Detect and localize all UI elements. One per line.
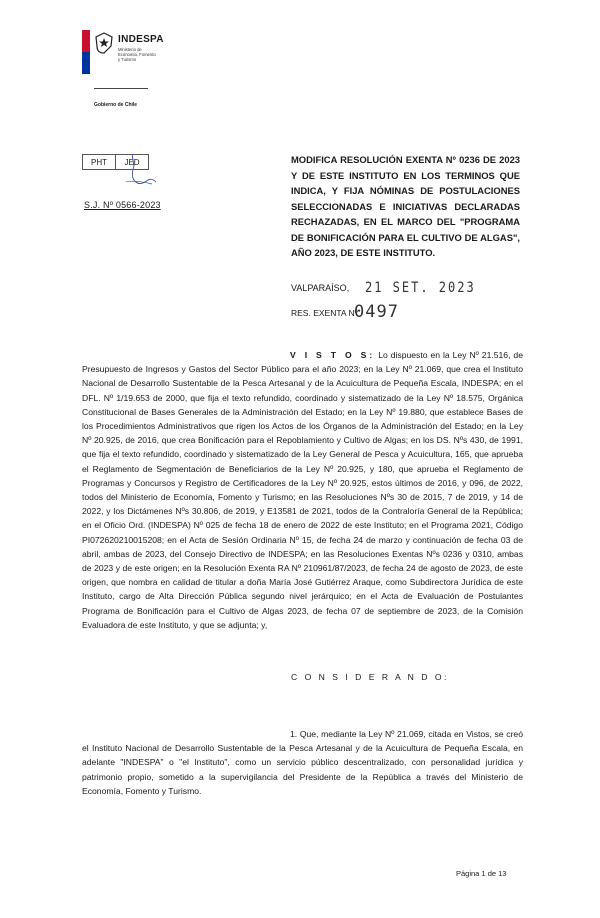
- considerando-title: C O N S I D E R A N D O:: [291, 672, 449, 682]
- date-stamp: 21 SET. 2023: [365, 278, 476, 296]
- initials-signature: [118, 152, 158, 192]
- page-number: Página 1 de 13: [456, 869, 507, 878]
- coat-of-arms-icon: [94, 32, 114, 54]
- indespa-logo: [82, 30, 164, 112]
- vistos-paragraph: [82, 348, 523, 632]
- org-name: INDESPA: [118, 34, 164, 45]
- vistos-keyword: V I S T O S:: [290, 350, 376, 360]
- gov-label: Gobierno de Chile: [94, 102, 138, 108]
- resolution-heading: MODIFICA RESOLUCIÓN EXENTA Nº 0236 DE 2023 Y DE ESTE INSTITUTO EN LOS TERMINOS QUE INDICA, Y FIJA NÓMINAS DE POSTULACIONES SELECCIONADAS E INICIATIVAS DECLARADAS RECHAZADAS, EN EL MARCO DEL "PROGRAMA DE BONIFICACIÓN PARA EL CULTIVO DE ALGAS", AÑO 2023, DE ESTE INSTITUTO.: [291, 154, 520, 258]
- flag-red-bar: [82, 30, 90, 52]
- place-label: VALPARAÍSO,: [291, 283, 350, 293]
- vistos-text: Lo dispuesto en la Ley Nº 21.516, de Presupuesto de Ingresos y Gastos del Sector Público para el año 2023; en la Ley Nº 21.069, que crea el Instituto Nacional de Desarrollo Sustentable de la Pesca Artesanal y de la Acuicultura de Pequeña Escala, INDESPA; en el DFL. Nº 1/19.653 de 2000, que fija el texto refundido, coordinado y sistematizado de la Ley Nº 18.575, Orgánica Constitucional de Bases Generales de la Administración del Estado; en la Ley Nº 19.880, que establece Bases de los Procedimientos Administrativos que rigen los Actos de los Órganos de la Administración del Estado; en la Ley Nº 20.925, de 2016, que crea Bonificación para el Repoblamiento y Cultivo de Algas; en los DS. Nºs 430, de 1991, que fija el texto refundido, coordinado y sistematizado de la Ley General de Pesca y Acuicultura, 165, que aprueba el Reglamento de Segmentación de Beneficiarios de la Ley Nº 20.925, y 180, que aprueba el Reglamento de Programas y Concursos y Registro de Certificadores de la Ley Nº 20.925, estos últimos de 2016, y 096, de 2022, todos del Ministerio de Economía, Fomento y Turismo; en las Resoluciones Nºs 30 de 2015, 7 de 2019, y 14 de 2022, y los Dictámenes Nºs 30.806, de 2019, y E13581 de 2021, todos de la Contraloría General de la República; en el Oficio Ord. (INDESPA) Nº 025 de fecha 18 de enero de 2022 de este Instituto; en el Programa 2021, Código PI072620210015208; en el Acta de Sesión Ordinaria Nº 15, de fecha 24 de marzo y continuación de fecha 03 de abril, ambas de 2023, del Consejo Directivo de INDESPA; en las Resoluciones Exentas Nºs 0236 y 0310, ambas de 2023 y de este origen; en la Resolución Exenta RA Nº 210961/87/2023, de fecha 24 de agosto de 2023, de este origen, que nombra en calidad de titular a doña María José Gutiérrez Araque, como Subdirectora Jurídica de este Instituto, cargo de Alta Dirección Pública segundo nivel jerárquico; en el Acta de Evaluación de Postulantes Programa de Bonificación para el Cultivo de Algas 2023, de fecha 07 de septiembre de 2023, de la Comisión Evaluadora de este Instituto, y que se adjunta; y,: [82, 350, 523, 630]
- org-subtitle: Ministerio de Economía, Fomento y Turismo: [118, 47, 156, 62]
- res-label: RES. EXENTA Nº: [291, 308, 358, 318]
- considerando-paragraph-1: 1. Que, mediante la Ley Nº 21.069, citada en Vistos, se creó el Instituto Nacional de Desarrollo Sustentable de la Pesca Artesanal y de la Acuicultura de Pequeña Escala, en adelante "INDESPA" o "el Instituto", como un servicio público descentralizado, con personalidad jurídica y patrimonio propio, sometido a la supervigilancia del Presidente de la República a través del Ministerio de Economía, Fomento y Turismo.: [82, 729, 523, 796]
- flag-blue-bar: [82, 52, 90, 74]
- logo-divider: [94, 88, 148, 89]
- initials-left: PHT: [83, 155, 116, 170]
- initials-right: JED: [116, 155, 149, 170]
- sj-reference: S.J. Nº 0566-2023: [84, 200, 161, 210]
- res-number-stamp: 0497: [354, 302, 399, 322]
